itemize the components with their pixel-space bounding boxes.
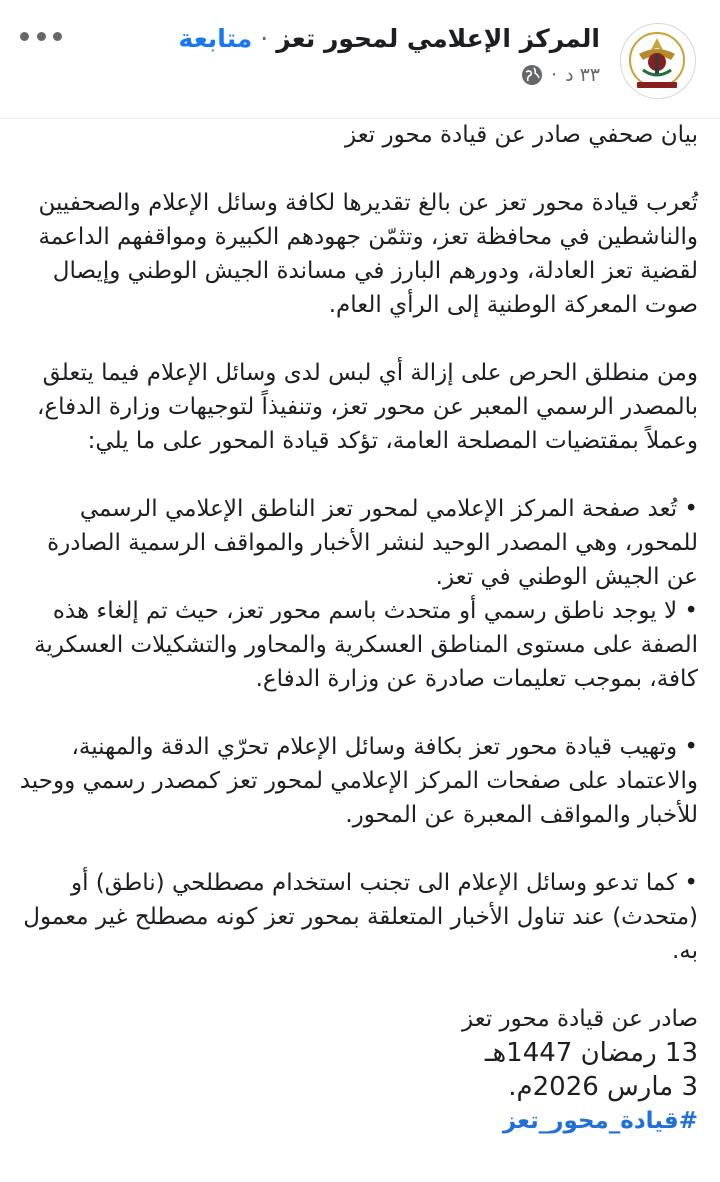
bullet-media-call: • وتهيب قيادة محور تعز بكافة وسائل الإعلام تحرّي الدقة والمهنية، والاعتماد على صفحات المركز الإعلامي لمحور تعز كمصدر رسمي ووحيد للأخبار والمواقف المعبرة عن المحور. [19,734,698,828]
page-name-row [179,24,600,53]
bullet-no-spokesperson: • لا يوجد ناطق رسمي أو متحدث باسم محور تعز، حيث تم إلغاء هذه الصفة على مستوى المناطق العسكرية والمحاور والتشكيلات العسكرية كافة، بموجب تعليمات صادرة عن وزارة الدفاع. [34,598,698,692]
more-options-icon[interactable] [20,26,62,46]
emblem-icon [620,24,695,99]
page-name[interactable]: المركز الإعلامي لمحور تعز [276,24,600,53]
issued-by: صادر عن قيادة محور تعز [462,1006,698,1032]
post-header [0,0,720,118]
statement-title: بيان صحفي صادر عن قيادة محور تعز [345,122,698,148]
paragraph-appreciation: تُعرب قيادة محور تعز عن بالغ تقديرها لكافة وسائل الإعلام والصحفيين والناشطين في محافظة تعز، وتثمّن جهودهم الكبيرة ومواقفهم الداعمة لقضية تعز العادلة، ودورهم البارز في مساندة الجيش الوطني وإيصال صوت المعركة الوطنية إلى الرأي العام. [38,190,698,318]
follow-button[interactable]: متابعة [178,24,253,53]
date-gregorian: 3 مارس 2026م. [508,1072,698,1102]
meta-dot: · [551,64,558,86]
bullet-terminology: • كما تدعو وسائل الإعلام الى تجنب استخدام مصطلحي (ناطق) أو (متحدث) عند تناول الأخبار المتعلقة بمحور تعز كونه مصطلح غير معمول به. [23,870,698,964]
post-timestamp[interactable]: ٣٣ د [565,64,600,86]
post-body [18,118,698,1138]
page-avatar[interactable] [620,23,696,99]
date-hijri: 13 رمضان 1447هـ [484,1038,698,1068]
hashtag-link[interactable]: #قيادة_محور_تعز [502,1108,698,1134]
globe-icon [521,64,543,86]
paragraph-clarification: ومن منطلق الحرص على إزالة أي لبس لدى وسائل الإعلام فيما يتعلق بالمصدر الرسمي المعبر عن محور تعز، وتنفيذاً لتوجيهات وزارة الدفاع، وعملاً بمقتضيات المصلحة العامة، تؤكد قيادة المحور على ما يلي: [36,360,698,454]
post-meta [521,64,600,86]
separator-dot: · [260,24,269,53]
bullet-official-page: • تُعد صفحة المركز الإعلامي لمحور تعز الناطق الإعلامي الرسمي للمحور، وهي المصدر الوحيد لنشر الأخبار والمواقف الرسمية الصادرة عن الجيش الوطني في تعز. [47,496,698,590]
